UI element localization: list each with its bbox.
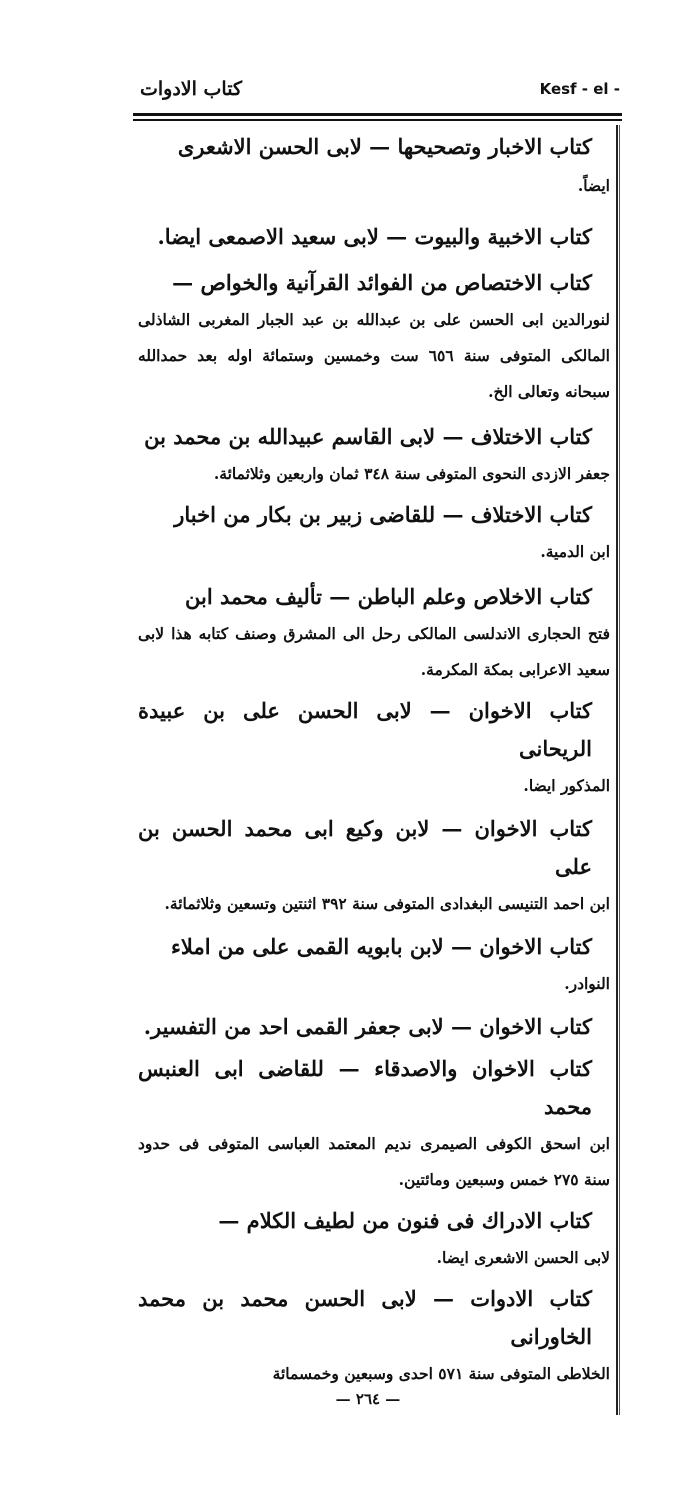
entry xyxy=(138,1008,610,1046)
entry-heading: كتاب الاختلاف — لابى القاسم عبيدالله بن محمد بن xyxy=(144,424,592,449)
entry-text: ابن احمد التنيسى البغدادى المتوفى سنة ٣٩٢ اثنتين وتسعين وثلاثمائة. xyxy=(164,894,610,913)
entry-text: جعفر الازدى النحوى المتوفى سنة ٣٤٨ ثمان واربعين وثلاثمائة. xyxy=(213,464,610,483)
entry-heading: كتاب الادوات — لابى الحسن محمد بن محمد الخاورانى xyxy=(138,1286,592,1349)
entry-heading: كتاب الاخوان والاصدقاء — للقاضى ابى العنبس محمد xyxy=(138,1056,592,1119)
entry xyxy=(138,1050,610,1198)
entry-text: لنورالدين ابى الحسن على بن عبدالله بن عبد الجبار المغربى الشاذلى المالكى المتوفى سنة ٦٥٦ ست وخمسين وستمائة اوله بعد حمدالله سبحانه وتعالى الخ. xyxy=(138,310,610,401)
header-title-arabic: كتاب الادوات xyxy=(140,78,242,100)
entry xyxy=(138,418,610,492)
entry-text: فتح الحجارى الاندلسى المالكى رحل الى المشرق وصنف كتابه هذا لابى سعيد الاعرابى بمكة المكرمة. xyxy=(138,624,610,679)
entry xyxy=(138,692,610,804)
header-rule-top xyxy=(133,113,622,116)
entry xyxy=(138,578,610,688)
entry xyxy=(138,810,610,922)
page-number: — ٢٦٤ — xyxy=(335,1390,401,1408)
entry xyxy=(138,928,610,1002)
entry-heading: كتاب الاختلاف — للقاضى زبير بن بكار من اخبار xyxy=(174,502,592,527)
entry-heading: كتاب الاخوان — لابى جعفر القمى احد من التفسير. xyxy=(143,1014,592,1039)
header-title-latin: Kesf - el - xyxy=(539,80,620,98)
header-rule-bottom xyxy=(133,119,622,121)
entry xyxy=(138,218,610,256)
entry-text: ابن اسحق الكوفى الصيمرى نديم المعتمد العباسى المتوفى فى حدود سنة ٢٧٥ خمس وسبعين ومائتين. xyxy=(138,1134,610,1189)
entry-text: الخلاطى المتوفى سنة ٥٧١ احدى وسبعين وخمسمائة xyxy=(272,1364,610,1383)
running-header xyxy=(140,78,620,106)
entry xyxy=(138,128,610,206)
entry-list xyxy=(138,128,610,1392)
entry-heading: كتاب الاخوان — لابى الحسن على بن عبيدة الريحانى xyxy=(138,698,592,761)
entry-heading: كتاب الاخلاص وعلم الباطن — تأليف محمد ابن xyxy=(184,584,592,609)
entry xyxy=(138,1280,610,1392)
entry-heading: كتاب الادراك فى فنون من لطيف الكلام — xyxy=(218,1208,592,1233)
entry xyxy=(138,496,610,570)
entry-heading: كتاب الاخبية والبيوت — لابى سعيد الاصمعى ايضا. xyxy=(157,224,592,249)
entry xyxy=(138,1202,610,1276)
entry-text: المذكور ايضا. xyxy=(523,776,610,795)
entry-text: ايضاً. xyxy=(577,176,610,195)
page-margin-line-inner xyxy=(619,125,620,1415)
entry-text: لابى الحسن الاشعرى ايضا. xyxy=(436,1248,610,1267)
entry xyxy=(138,264,610,410)
entry-heading: كتاب الاخوان — لابن وكيع ابى محمد الحسن بن على xyxy=(138,816,592,879)
entry-heading: كتاب الاختصاص من الفوائد القرآنية والخواص — xyxy=(172,270,592,295)
entry-heading: كتاب الاخبار وتصحيحها — لابى الحسن الاشعرى xyxy=(177,134,592,159)
entry-text: النوادر. xyxy=(564,974,610,993)
entry-text: ابن الدمية. xyxy=(540,542,610,561)
page-margin-line xyxy=(616,125,618,1415)
entry-heading: كتاب الاخوان — لابن بابويه القمى على من املاء xyxy=(171,934,592,959)
